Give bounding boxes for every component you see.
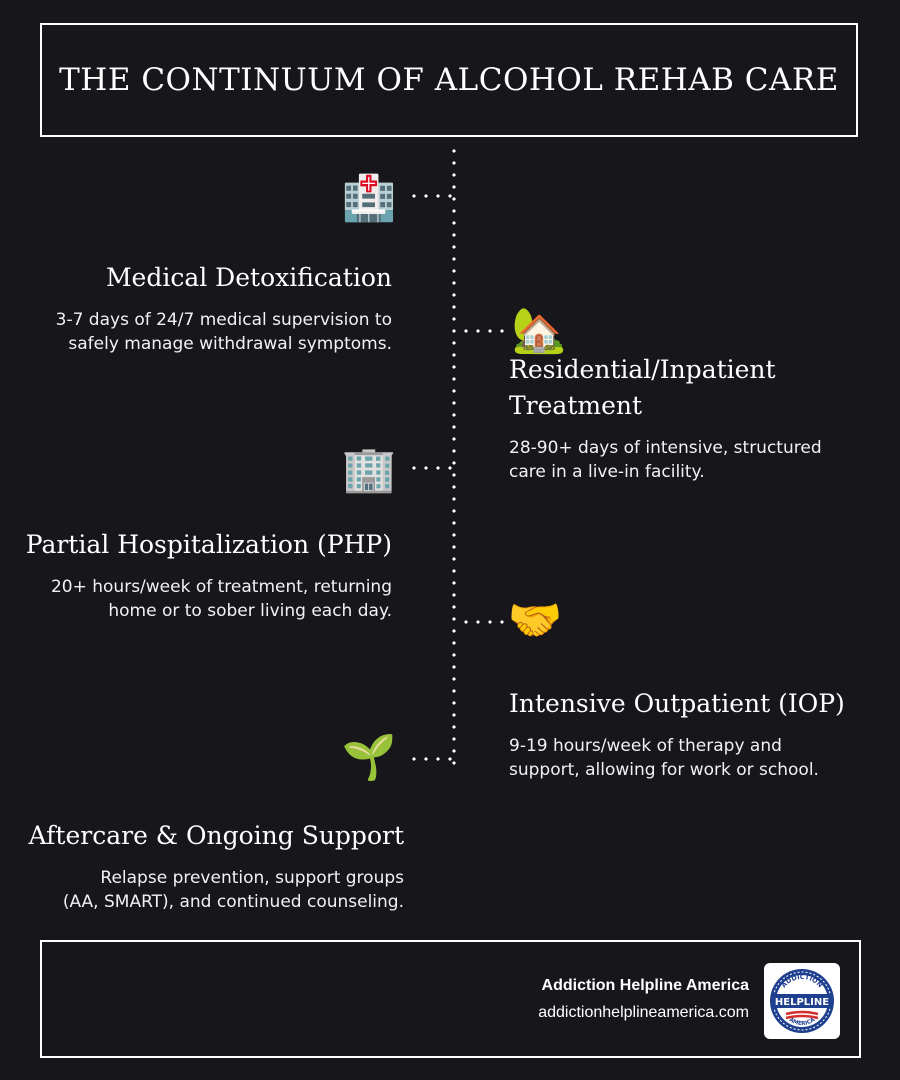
stage-description: 20+ hours/week of treatment, returning home or to sober living each day. xyxy=(50,577,392,621)
hospital-icon: 🏥 xyxy=(341,174,397,223)
stage-title: Medical Detoxification xyxy=(105,263,392,292)
stage-description: Relapse prevention, support groups (AA, SMART), and continued counseling. xyxy=(62,868,404,912)
svg-text:ADDICTION: ADDICTION xyxy=(779,972,825,990)
connector-dots xyxy=(408,194,454,198)
svg-text:AMERICA: AMERICA xyxy=(787,1017,817,1028)
stage-description: 3-7 days of 24/7 medical supervision to safely manage withdrawal symptoms. xyxy=(55,310,392,354)
handshake-icon: 🤝 xyxy=(507,596,563,645)
stage-description: 9-19 hours/week of therapy and support, allowing for work or school. xyxy=(509,736,819,780)
connector-dots xyxy=(460,329,506,333)
stage-medical-detox xyxy=(0,260,392,356)
helpline-logo xyxy=(764,963,840,1039)
stage-residential-inpatient xyxy=(509,352,879,484)
footer xyxy=(40,940,861,1058)
timeline-line xyxy=(452,145,456,765)
stage-title: Residential/Inpatient Treatment xyxy=(509,355,776,420)
stage-partial-hospitalization xyxy=(0,527,392,623)
house-with-garden-icon: 🏡 xyxy=(511,306,567,355)
page-title: THE CONTINUUM OF ALCOHOL REHAB CARE xyxy=(59,62,839,98)
helpline-seal-icon xyxy=(768,967,836,1035)
stage-title: Aftercare & Ongoing Support xyxy=(28,821,404,850)
office-building-icon: 🏢 xyxy=(341,445,397,494)
organization-name: Addiction Helpline America xyxy=(541,977,749,994)
svg-text:HELPLINE: HELPLINE xyxy=(774,997,830,1008)
website-link[interactable]: addictionhelplineamerica.com xyxy=(538,1004,749,1021)
stage-title: Intensive Outpatient (IOP) xyxy=(509,689,845,718)
connector-dots xyxy=(408,757,454,761)
stage-title: Partial Hospitalization (PHP) xyxy=(25,530,392,559)
stage-intensive-outpatient xyxy=(509,686,879,782)
title-banner xyxy=(40,23,858,137)
stage-description: 28-90+ days of intensive, structured care in a live-in facility. xyxy=(509,438,822,482)
stage-aftercare xyxy=(0,818,404,914)
connector-dots xyxy=(460,620,506,624)
connector-dots xyxy=(408,466,454,470)
seedling-icon: 🌱 xyxy=(341,733,397,782)
